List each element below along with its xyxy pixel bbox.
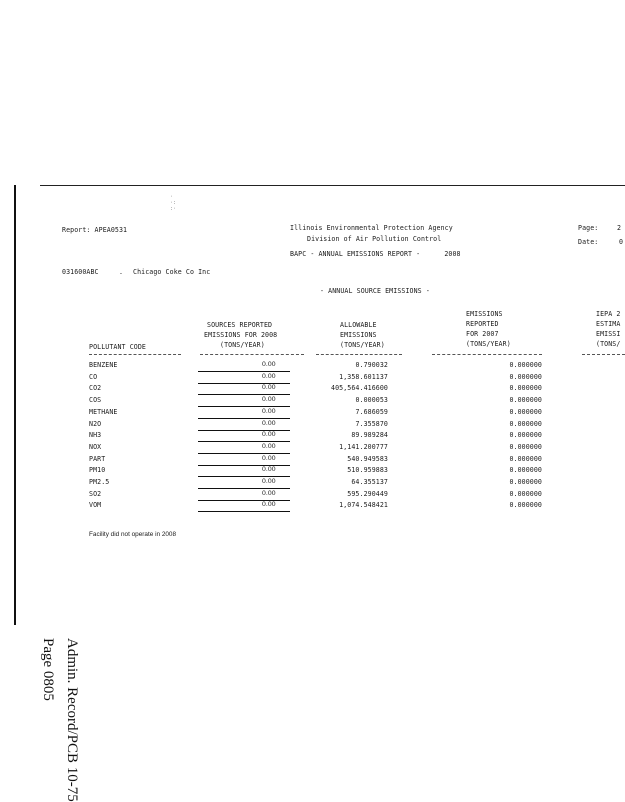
table-row [0,373,625,384]
col-iepa-2: ESTIMA [596,320,621,328]
reported-value: 0.000000 [509,466,542,475]
pollutant-code: METHANE [89,407,118,416]
col-pollutant: POLLUTANT CODE [89,343,146,351]
col-iepa-3: EMISSI [596,330,621,338]
table-row [0,478,625,489]
dash-pollutant [89,354,181,355]
report-year: 2008 [444,250,461,258]
agency-name: Illinois Environmental Protection Agency [290,224,453,232]
pollutant-code: COS [89,396,102,405]
allowable-value: 1,358.601137 [339,372,388,381]
col-iepa-1: IEPA 2 [596,310,621,318]
reported-value: 0.000000 [509,361,542,369]
table-row [0,501,625,512]
top-border-line [40,185,625,186]
allowable-value: 64.355137 [351,478,388,486]
col-sources-2: EMISSIONS FOR 2008 [204,331,278,339]
sources-value: 0.00 [262,384,276,392]
reported-value: 0.000000 [509,454,542,463]
col-iepa-4: (TONS/ [596,340,621,348]
col-reported-1: EMISSIONS [466,310,503,318]
pollutant-code: N2O [89,419,102,428]
reported-value: 0.000000 [509,419,542,428]
reported-value: 0.000000 [509,396,542,405]
table-row [0,396,625,407]
sources-value: 0.00 [262,372,276,380]
page-number: 2 [617,224,622,232]
col-allowable-3: (TONS/YEAR) [340,341,385,349]
table-row [0,408,625,419]
reported-value: 0.000000 [509,372,542,381]
value-underline [198,511,290,512]
reported-value: 0.000000 [509,478,542,486]
col-sources-1: SOURCES REPORTED [207,321,273,329]
pollutant-code: NH3 [89,431,102,440]
facility-bullet: . [119,268,124,276]
dash-iepa [582,354,625,355]
division-name: Division of Air Pollution Control [307,235,442,243]
stamp-line-1: Admin. Record/PCB 10-75 [64,638,80,802]
pollutant-code: SO2 [89,489,102,498]
allowable-value: 0.000053 [355,396,388,405]
sources-value: 0.00 [262,466,276,474]
sources-value: 0.00 [262,419,276,427]
allowable-value: 510.959883 [347,466,388,475]
facility-name: Chicago Coke Co Inc [133,268,211,276]
pollutant-code: PM10 [89,466,106,475]
pollutant-code: CO2 [89,384,102,393]
allowable-value: 540.949583 [347,454,388,463]
dash-reported [432,354,542,355]
scan-specks: · ·: :· [170,194,177,212]
allowable-value: 595.290449 [347,489,388,498]
col-sources-3: (TONS/YEAR) [220,341,265,349]
col-reported-2: REPORTED [466,320,499,328]
section-title: - ANNUAL SOURCE EMISSIONS - [320,287,430,295]
sources-value: 0.00 [262,501,276,509]
sources-value: 0.00 [262,489,276,497]
allowable-value: 1,074.548421 [339,501,388,510]
col-reported-3: FOR 2007 [466,330,499,338]
allowable-value: 405,564.416600 [331,384,388,393]
dash-sources [200,354,304,355]
pollutant-code: PART [89,454,106,463]
sources-value: 0.00 [262,478,276,485]
report-title-text: BAPC - ANNUAL EMISSIONS REPORT - [290,250,421,258]
allowable-value: 89.989284 [351,431,388,440]
stamp-line-2: Page 0805 [40,638,56,701]
reported-value: 0.000000 [509,442,542,451]
allowable-value: 1,141.200777 [339,442,388,451]
table-row [0,361,625,372]
pollutant-code: NOX [89,442,102,451]
allowable-value: 7.686059 [355,407,388,416]
report-title [290,250,461,258]
pollutant-code: CO [89,372,98,381]
table-row [0,384,625,395]
facility-id: 031600ABC [62,268,99,276]
col-allowable-1: ALLOWABLE [340,321,377,329]
col-reported-4: (TONS/YEAR) [466,340,511,348]
reported-value: 0.000000 [509,407,542,416]
page-label: Page: [578,224,599,232]
sources-value: 0.00 [262,431,276,439]
facility-note: Facility did not operate in 2008 [89,531,177,538]
dash-allowable [316,354,402,355]
table-row [0,466,625,477]
allowable-value: 0.790032 [355,361,388,369]
table-row [0,431,625,442]
sources-value: 0.00 [262,454,276,462]
reported-value: 0.000000 [509,489,542,498]
reported-value: 0.000000 [509,431,542,440]
pollutant-code: BENZENE [89,361,118,369]
table-row [0,490,625,501]
table-row [0,443,625,454]
pollutant-code: VOM [89,501,102,510]
pollutant-code: PM2.5 [89,478,110,486]
sources-value: 0.00 [262,442,276,450]
sources-value: 0.00 [262,396,276,404]
reported-value: 0.000000 [509,501,542,510]
sources-value: 0.00 [262,407,276,415]
sources-value: 0.00 [262,361,276,368]
col-allowable-2: EMISSIONS [340,331,377,339]
table-row [0,455,625,466]
date-value: 0 [619,238,624,246]
date-label: Date: [578,238,599,246]
allowable-value: 7.355870 [355,419,388,428]
table-row [0,420,625,431]
report-id: Report: APEA0531 [62,226,128,234]
reported-value: 0.000000 [509,384,542,393]
